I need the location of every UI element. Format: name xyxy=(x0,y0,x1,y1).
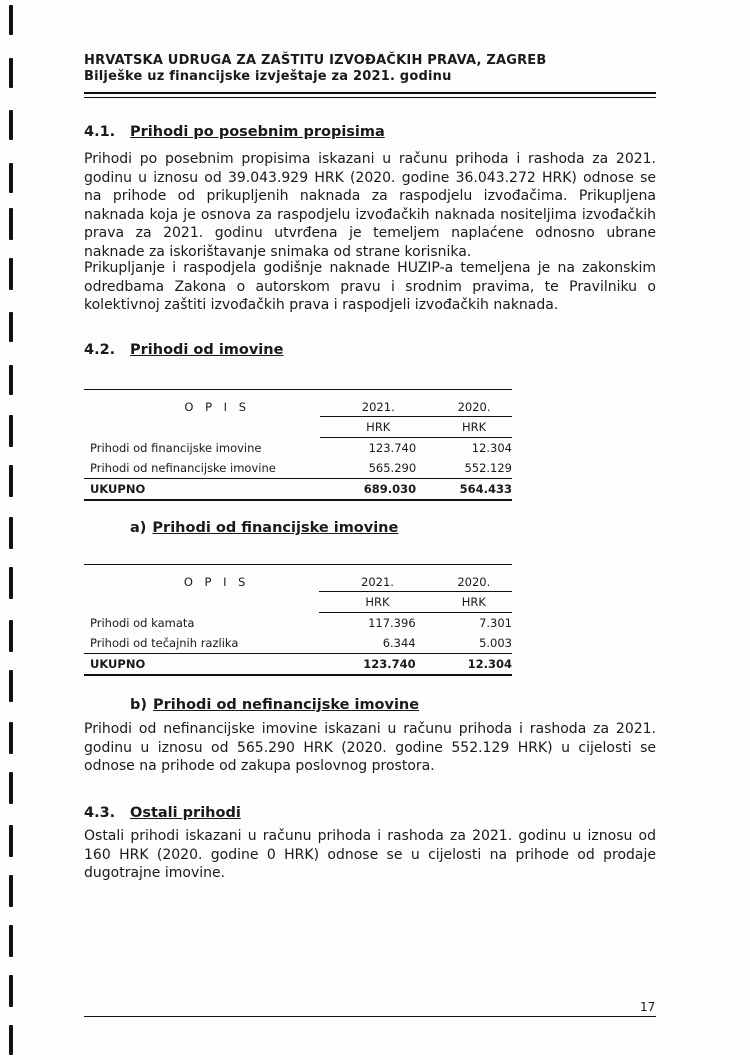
section-paragraph: Prihodi od nefinancijske imovine iskazani u računu prihoda i rashoda za 2021. godinu u iznosu od 565.290 HRK (2020. godine 552.129 HRK) u cijelosti se odnose na prihode od zakupa poslovnog prostora. xyxy=(84,721,656,774)
binder-mark xyxy=(9,517,13,549)
table-total-row: UKUPNO 689.030 564.433 xyxy=(84,479,512,501)
binder-mark xyxy=(9,567,13,599)
column-header-currency: HRK xyxy=(320,417,416,438)
column-header-currency: HRK xyxy=(416,592,512,613)
binder-mark xyxy=(9,465,13,497)
binder-mark xyxy=(9,825,13,857)
financial-assets-income-table xyxy=(84,564,512,676)
section-paragraph: Prihodi po posebnim propisima iskazani u računu prihoda i rashoda za 2021. godinu u iznosu od 39.043.929 HRK (2020. godine 36.043.272 HRK) odnose se na prihode od prikupljenih naknada za raspodjelu izvođačima. Prikupljena naknada koja je osnova za raspodjelu izvođačkih naknada nositeljima izvođačkih prava za 2021. godinu utvrđena je temeljem naplaćene odnosno ubrane naknade za iskorištavanje snimaka od strane korisnika. xyxy=(84,151,656,260)
section-title: Ostali prihodi xyxy=(130,805,241,821)
section-heading-4-1 xyxy=(84,124,385,140)
column-header-year: 2021. xyxy=(320,398,416,417)
binder-mark xyxy=(9,925,13,957)
table-total-row: UKUPNO 123.740 12.304 xyxy=(84,654,512,676)
binder-mark xyxy=(9,5,13,35)
section-heading-4-2 xyxy=(84,342,283,358)
table-row: Prihodi od financijske imovine 123.740 12.304 xyxy=(90,440,512,455)
binder-mark xyxy=(9,670,13,702)
subsection-letter: b) xyxy=(130,697,148,713)
section-paragraph: Prikupljanje i raspodjela godišnje naknade HUZIP-a temeljena je na zakonskim odredbama Zakona o autorskom pravu i srodnim pravima, te Pravilniku o kolektivnoj zaštiti izvođačkih prava i raspodjeli izvođačkih naknada. xyxy=(84,260,656,313)
header-subtitle: Bilješke uz financijske izvještaje za 2021. godinu xyxy=(84,69,452,84)
binder-mark xyxy=(9,415,13,447)
column-header-year: 2020. xyxy=(416,573,512,592)
binder-mark xyxy=(9,258,13,290)
section-number: 4.1. xyxy=(84,124,116,140)
section-number: 4.2. xyxy=(84,342,116,358)
page-number: 17 xyxy=(640,1000,656,1014)
header-rule xyxy=(84,92,656,94)
table-row: Prihodi od nefinancijske imovine 565.290 552.129 xyxy=(84,458,512,479)
section-number: 4.3. xyxy=(84,805,116,821)
column-header-description: O P I S xyxy=(184,400,251,415)
binder-mark xyxy=(9,110,13,140)
binder-mark xyxy=(9,58,13,88)
binder-mark xyxy=(9,163,13,193)
binder-mark xyxy=(9,975,13,1007)
subsection-heading-a xyxy=(130,520,398,536)
binder-mark xyxy=(9,208,13,240)
binder-mark xyxy=(9,875,13,907)
binder-mark xyxy=(9,1025,13,1055)
section-paragraph: Ostali prihodi iskazani u računu prihoda i rashoda za 2021. godinu u iznosu od 160 HRK (2020. godine 0 HRK) odnose se u cijelosti na prihode od prodaje dugotrajne imovine. xyxy=(84,828,656,881)
binder-mark xyxy=(9,722,13,754)
table-row: Prihodi od tečajnih razlika 6.344 5.003 xyxy=(84,633,512,654)
footer-rule xyxy=(84,1016,656,1017)
column-header-year: 2021. xyxy=(319,573,415,592)
subsection-heading-b xyxy=(130,697,419,713)
column-header-currency: HRK xyxy=(416,417,512,438)
section-title: Prihodi od imovine xyxy=(130,342,284,358)
table-row: Prihodi od kamata 117.396 7.301 xyxy=(90,615,512,630)
binder-mark xyxy=(9,620,13,652)
income-from-assets-table xyxy=(84,389,512,501)
subsection-title: Prihodi od nefinancijske imovine xyxy=(153,697,420,713)
column-header-description: O P I S xyxy=(183,575,250,590)
column-header-currency: HRK xyxy=(319,592,415,613)
binder-mark xyxy=(9,365,13,395)
section-title: Prihodi po posebnim propisima xyxy=(130,124,385,140)
subsection-letter: a) xyxy=(130,520,147,536)
column-header-year: 2020. xyxy=(416,398,512,417)
header-organization: HRVATSKA UDRUGA ZA ZAŠTITU IZVOĐAČKIH PRAVA, ZAGREB xyxy=(84,53,547,68)
section-heading-4-3 xyxy=(84,805,241,821)
binder-mark xyxy=(9,772,13,804)
binder-mark xyxy=(9,312,13,342)
header-rule xyxy=(84,97,656,98)
subsection-title: Prihodi od financijske imovine xyxy=(152,520,399,536)
